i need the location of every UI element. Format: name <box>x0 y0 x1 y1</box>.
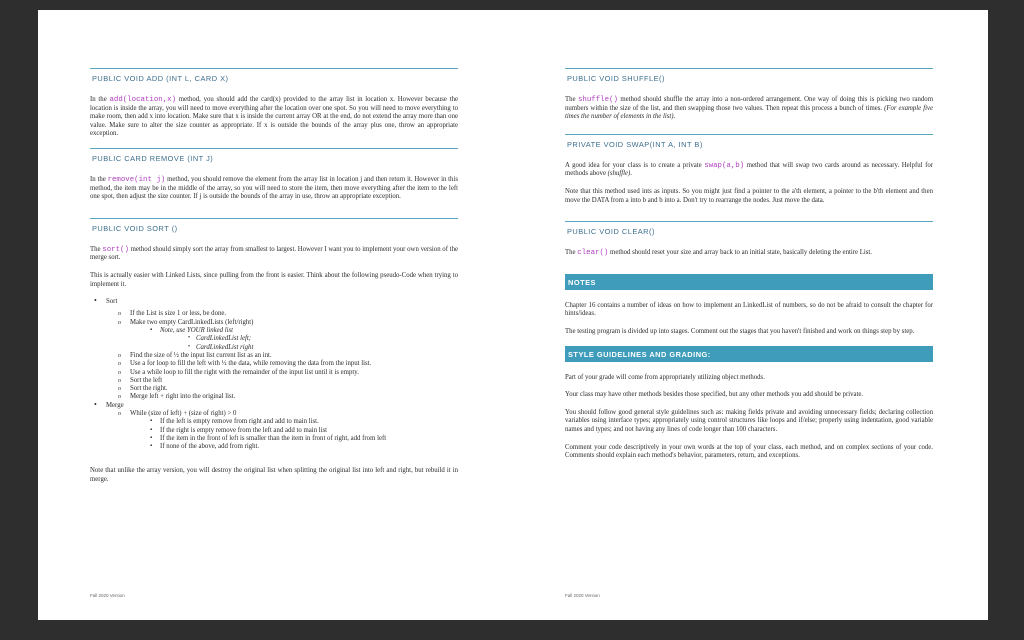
right-footer: Fall 2020 Version <box>565 593 600 598</box>
clear-method-description: The clear() method should reset your size and array back to an initial state, basically deleting the entire List. <box>565 249 873 258</box>
notes-header: NOTES <box>565 274 933 290</box>
note-subitem: • CardLinkedList right <box>188 343 254 351</box>
merge-bullet: • Merge o While (size of left) + (size of right) > 0 ▪ If the left is empty remove from right and add to main list. ▪ If the right is empty remove from the left and add to main list ▪ If the item in the front of left is smaller than the item in front of right, add from left ▪ If none of the above, add from right. <box>90 402 458 452</box>
merge-step: ▪ If none of the above, add from right. <box>150 443 260 451</box>
sort-step: o Find the size of ½ the input list current list as an int. <box>118 351 272 359</box>
merge-note: Note that unlike the array version, you will destroy the original list when splitting the original list into left and right, but rebuild it in merge. <box>90 467 458 484</box>
swap-method-note: Note that this method used ints as inputs. So you might just find a pointer to the a'th element, a pointer to the b'th element and then move the DATA from a into b and b into a. Don't try to rearrange the nodes. Just move the data. <box>565 187 933 204</box>
right-page <box>513 10 988 620</box>
note-item: ▪ Note, use YOUR linked list • CardLinkedList left; • CardLinkedList right <box>130 327 458 352</box>
merge-step: ▪ If the right is empty remove from the left and add to main list <box>150 426 328 434</box>
clear-method-header: PUBLIC VOID CLEAR() <box>565 221 933 237</box>
merge-step: ▪ If the item in the front of left is smaller than the item in front of right, add from left <box>150 434 387 442</box>
merge-step: ▪ If the left is empty remove from right and add to main list. <box>150 418 319 426</box>
sort-bullet: • Sort o If the List is size 1 or less, be done. o Make two empty CardLinkedLists (left/right) ▪ Note, use YOUR linked list • CardLinkedList left; • CardLinkedList right o Find the size of ½ the input list current list as an int. o Use a for loop to fill the left with ½ the data, while removing the data from the input list. o Use a while loop to fill the right with the remainder of the input list until it is empty. o Sort the left o Sort the right. o Merge left + right into the original list. <box>90 298 458 402</box>
sort-step: o Use a for loop to fill the left with ½ the data, while removing the data from the input list. <box>118 360 372 368</box>
left-footer: Fall 2020 Version <box>90 593 125 598</box>
remove-method-header: PUBLIC CARD REMOVE (INT J) <box>90 148 458 164</box>
remove-method-description: In the remove(int j) method, you should remove the element from the array list in location j and then return it. However in this method, the item may be in the middle of the array, so you will need to store the item, then move everything after the item to the left one spot, then adjust the size counter. If j is outside the bounds of the array in use, throw an appropriate exception. <box>90 175 458 201</box>
shuffle-method-header: PUBLIC VOID SHUFFLE() <box>565 68 933 84</box>
notes-paragraph: The testing program is divided up into stages. Comment out the stages that you haven't finished and work on things step by step. <box>565 327 915 335</box>
swap-method-header: PRIVATE VOID SWAP(INT A, INT B) <box>565 134 933 150</box>
sort-step: o Make two empty CardLinkedLists (left/right) ▪ Note, use YOUR linked list • CardLinkedList left; • CardLinkedList right <box>106 319 458 352</box>
note-subitem: • CardLinkedList left; <box>188 335 252 343</box>
add-method-description: In the add(location,x) method, you should add the card(x) provided to the array list in location x. However because the location is inside the array, you will need to move everything after the location over one spot. So you will need to move everything to make room, then add x into location. Make sure that x is inside the current array OR at the end, do not extend the array more than one value. Make sure to alter the size counter as appropriate. If x is outside the bounds of the array plus one, throw an appropriate exception. <box>90 96 458 138</box>
merge-while: o While (size of left) + (size of right) > 0 ▪ If the left is empty remove from right and add to main list. ▪ If the right is empty remove from the left and add to main list ▪ If the item in the front of left is smaller than the item in front of right, add from left ▪ If none of the above, add from right. <box>106 410 458 451</box>
swap-method-description: A good idea for your class is to create a private swap(a,b) method that will swap two cards around as necessary. Helpful for methods above (shuffle). <box>565 161 933 178</box>
sort-method-header: PUBLIC VOID SORT () <box>90 218 458 234</box>
linked-list-intro: This is actually easier with Linked Lists, since pulling from the front is easier. Think about the following pseudo-Code when trying to implement it. <box>90 271 458 288</box>
sort-method-description: The sort() method should simply sort the array from smallest to largest. However I want you to implement your own version of the merge sort. <box>90 245 458 262</box>
sort-step: o Use a while loop to fill the right with the remainder of the input list until it is empty. <box>118 368 359 376</box>
notes-paragraph: Chapter 16 contains a number of ideas on how to implement an LinkedList of numbers, so do not be afraid to consult the chapter for hints/ideas. <box>565 301 933 318</box>
shuffle-method-description: The shuffle() method should shuffle the array into a non-ordered arrangement. One way of doing this is picking two random numbers within the size of the list, and then swapping those two values. Then repeat this process a bunch of times. (For example five times the number of elements in the list). <box>565 96 934 121</box>
sort-step: o Sort the left <box>118 376 163 384</box>
style-guidelines-header: STYLE GUIDELINES AND GRADING: <box>565 346 933 362</box>
left-page <box>38 10 513 620</box>
pseudo-code-list <box>90 298 458 451</box>
add-method-header: PUBLIC VOID ADD (INT L, CARD X) <box>90 68 458 84</box>
style-paragraph: Part of your grade will come from appropriately utilizing object methods. <box>565 373 765 381</box>
right-page-content <box>565 68 933 461</box>
sort-step: o Sort the right. <box>118 385 168 393</box>
style-paragraph: Comment your code descriptively in your own words at the top of your class, each method, and on complex sections of your code. Comments should explain each method's behavior, parameters, return, and exceptions. <box>565 443 933 460</box>
sort-step: o Merge left + right into the original list. <box>118 393 236 401</box>
left-page-content <box>90 68 458 485</box>
style-paragraph: Your class may have other methods besides those specified, but any other methods you add should be private. <box>565 391 864 399</box>
style-paragraph: You should follow good general style guidelines such as: making fields private and avoiding unnecessary fields; declaring collection variables using interface types; appropriately using control structures like loops and if/else; properly using indentation, good variable names and types; and not having any lines of code longer than 100 characters. <box>565 408 933 433</box>
sort-step: o If the List is size 1 or less, be done. <box>118 310 227 318</box>
